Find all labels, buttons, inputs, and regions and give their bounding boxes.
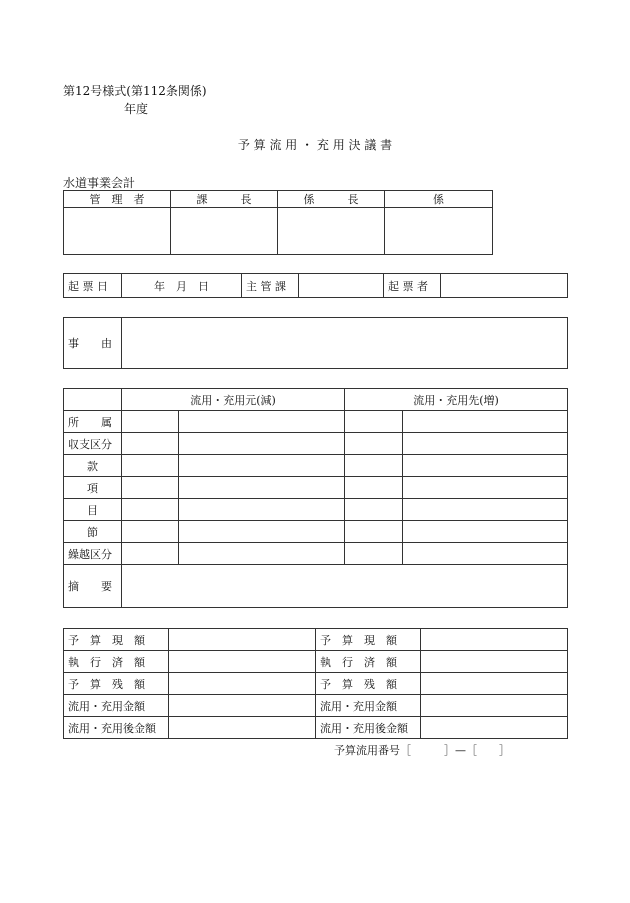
- amounts-table: [63, 628, 568, 739]
- source-amount-executed[interactable]: [169, 651, 316, 673]
- dest-amount-after-transfer[interactable]: [421, 717, 568, 739]
- source-code-category[interactable]: [122, 433, 179, 455]
- amount-label-remaining: 予 算 残 額: [64, 673, 169, 695]
- source-code-kou[interactable]: [122, 477, 179, 499]
- approval-stamp-manager[interactable]: [64, 208, 171, 255]
- source-code-moku[interactable]: [122, 499, 179, 521]
- amount-label-budget-current: 予 算 現 額: [64, 629, 169, 651]
- dest-name-moku[interactable]: [403, 499, 568, 521]
- row-label-setsu: 節: [64, 521, 122, 543]
- source-amount-transfer[interactable]: [169, 695, 316, 717]
- summary-label: 摘 要: [64, 565, 122, 608]
- source-name-kou[interactable]: [179, 477, 345, 499]
- dest-code-carryover[interactable]: [345, 543, 403, 565]
- approval-header-subsection-chief: 係 長: [278, 191, 385, 208]
- row-label-moku: 目: [64, 499, 122, 521]
- form-number: 第12号様式(第112条関係): [63, 84, 207, 98]
- source-name-affiliation[interactable]: [179, 411, 345, 433]
- row-label-carryover: 繰越区分: [64, 543, 122, 565]
- dest-name-kou[interactable]: [403, 477, 568, 499]
- source-amount-after-transfer[interactable]: [169, 717, 316, 739]
- amount-label-after-transfer-dest: 流用・充用後金額: [316, 717, 421, 739]
- reason-label: 事 由: [64, 318, 122, 369]
- transfer-source-header: 流用・充用元(減): [122, 389, 345, 411]
- approval-table: [63, 190, 493, 255]
- source-name-setsu[interactable]: [179, 521, 345, 543]
- department-field[interactable]: [299, 274, 384, 298]
- source-name-category[interactable]: [179, 433, 345, 455]
- approval-stamp-subsection-chief[interactable]: [278, 208, 385, 255]
- dest-code-affiliation[interactable]: [345, 411, 403, 433]
- amount-label-after-transfer: 流用・充用後金額: [64, 717, 169, 739]
- issue-date-label: 起 票 日: [64, 274, 122, 298]
- dest-code-category[interactable]: [345, 433, 403, 455]
- source-code-setsu[interactable]: [122, 521, 179, 543]
- approval-header-manager: 管 理 者: [64, 191, 171, 208]
- dest-name-category[interactable]: [403, 433, 568, 455]
- amount-label-remaining-dest: 予 算 残 額: [316, 673, 421, 695]
- reason-field[interactable]: [122, 318, 568, 369]
- issuer-label: 起 票 者: [384, 274, 441, 298]
- approval-header-section-chief: 課 長: [171, 191, 278, 208]
- document-title: 予 算 流 用 ・ 充 用 決 議 書: [237, 138, 393, 152]
- budget-transfer-number: 予算流用番号［ ］—［ ］: [334, 744, 510, 757]
- dest-name-setsu[interactable]: [403, 521, 568, 543]
- source-name-kan[interactable]: [179, 455, 345, 477]
- source-name-carryover[interactable]: [179, 543, 345, 565]
- row-label-affiliation: 所 属: [64, 411, 122, 433]
- dest-code-kan[interactable]: [345, 455, 403, 477]
- dest-name-carryover[interactable]: [403, 543, 568, 565]
- amount-label-budget-current-dest: 予 算 現 額: [316, 629, 421, 651]
- amount-label-transfer: 流用・充用金額: [64, 695, 169, 717]
- row-label-kou: 項: [64, 477, 122, 499]
- amount-label-executed: 執 行 済 額: [64, 651, 169, 673]
- source-amount-budget-current[interactable]: [169, 629, 316, 651]
- dest-code-setsu[interactable]: [345, 521, 403, 543]
- approval-header-staff: 係: [385, 191, 493, 208]
- dest-name-kan[interactable]: [403, 455, 568, 477]
- issuer-field[interactable]: [441, 274, 568, 298]
- dest-code-kou[interactable]: [345, 477, 403, 499]
- dest-amount-executed[interactable]: [421, 651, 568, 673]
- issue-date-field[interactable]: 年 月 日: [122, 274, 242, 298]
- source-code-affiliation[interactable]: [122, 411, 179, 433]
- row-label-category: 収支区分: [64, 433, 122, 455]
- department-label: 主 管 課: [242, 274, 299, 298]
- dest-amount-transfer[interactable]: [421, 695, 568, 717]
- issue-info-table: [63, 273, 568, 298]
- dest-name-affiliation[interactable]: [403, 411, 568, 433]
- dest-amount-remaining[interactable]: [421, 673, 568, 695]
- summary-field[interactable]: [122, 565, 568, 608]
- transfer-corner: [64, 389, 122, 411]
- source-code-kan[interactable]: [122, 455, 179, 477]
- reason-table: [63, 317, 568, 369]
- approval-stamp-section-chief[interactable]: [171, 208, 278, 255]
- org-name: 水道事業会計: [63, 176, 136, 190]
- amount-label-transfer-dest: 流用・充用金額: [316, 695, 421, 717]
- transfer-dest-header: 流用・充用先(増): [345, 389, 568, 411]
- source-code-carryover[interactable]: [122, 543, 179, 565]
- fiscal-year-label: 年度: [124, 102, 149, 116]
- dest-code-moku[interactable]: [345, 499, 403, 521]
- source-amount-remaining[interactable]: [169, 673, 316, 695]
- source-name-moku[interactable]: [179, 499, 345, 521]
- dest-amount-budget-current[interactable]: [421, 629, 568, 651]
- amount-label-executed-dest: 執 行 済 額: [316, 651, 421, 673]
- row-label-kan: 款: [64, 455, 122, 477]
- approval-stamp-staff[interactable]: [385, 208, 493, 255]
- transfer-table: [63, 388, 568, 608]
